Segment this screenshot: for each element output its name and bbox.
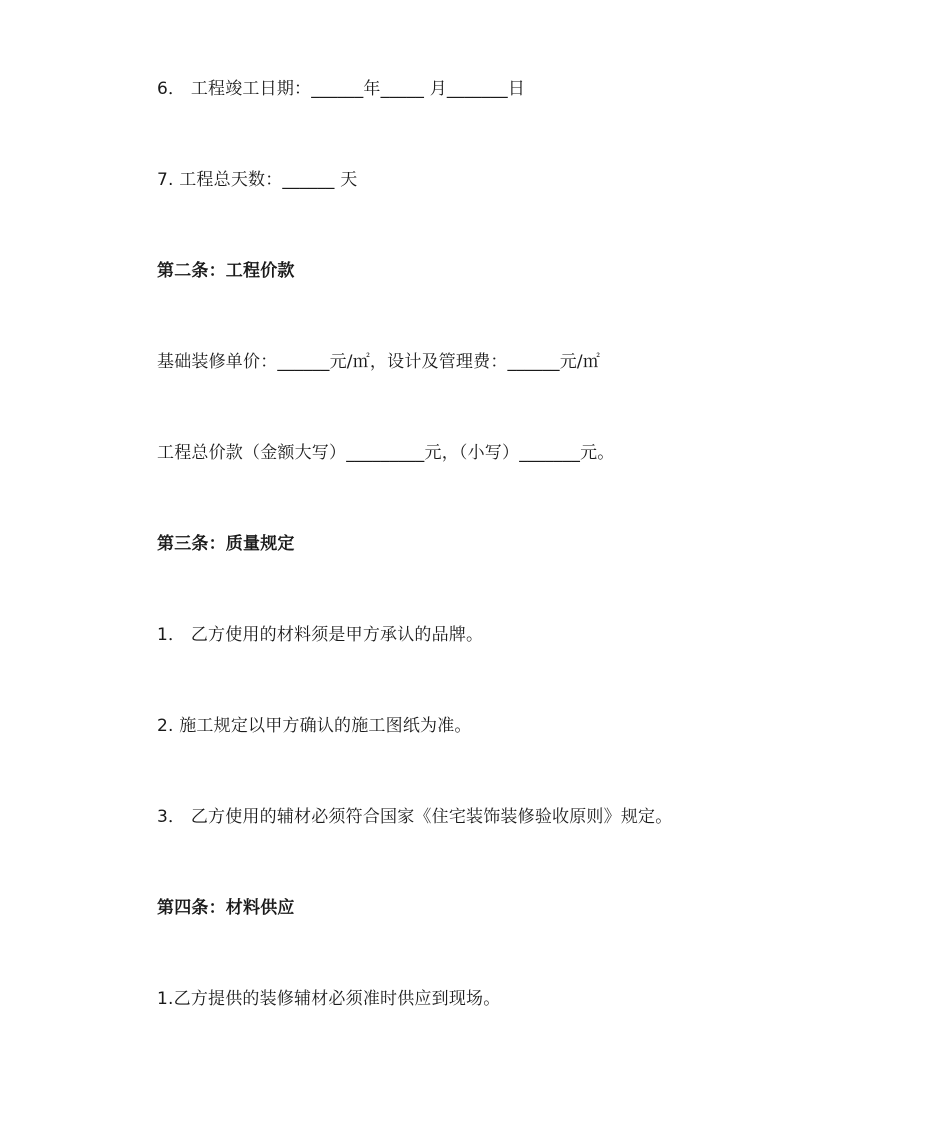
section-heading-quality: 第三条：质量规定	[157, 534, 295, 554]
total-price-line: 工程总价款（金额大写）_________元，（小写）_______元。	[157, 443, 615, 463]
section-heading-price: 第二条：工程价款	[157, 261, 295, 281]
materials-item-1: 1.乙方提供的装修辅材必须准时供应到现场。	[157, 989, 501, 1009]
total-days-line: 7. 工程总天数：______ 天	[157, 170, 358, 190]
section-heading-materials: 第四条：材料供应	[157, 898, 295, 918]
unit-price-line: 基础装修单价：______元/㎡，设计及管理费：______元/㎡	[157, 352, 601, 372]
quality-item-2: 2. 施工规定以甲方确认的施工图纸为准。	[157, 716, 472, 736]
completion-date-line: 6． 工程竣工日期：______年_____ 月_______日	[157, 79, 526, 99]
quality-item-1: 1． 乙方使用的材料须是甲方承认的品牌。	[157, 625, 484, 645]
quality-item-3: 3． 乙方使用的辅材必须符合国家《住宅装饰装修验收原则》规定。	[157, 807, 673, 827]
